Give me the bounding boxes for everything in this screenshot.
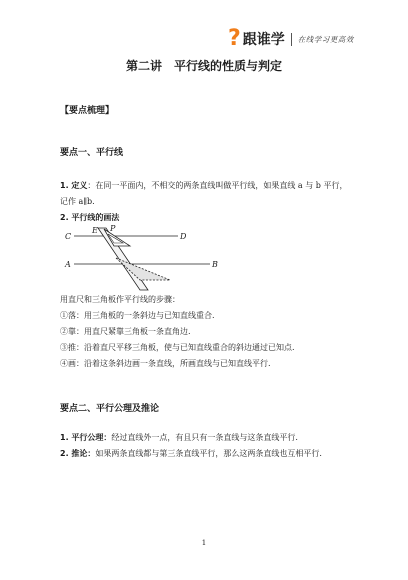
label-c: C xyxy=(65,232,72,241)
definition-text: ：在同一平面内，不相交的两条直线叫做平行线，如果直线 a 与 b 平行， xyxy=(87,181,348,190)
label-e: E xyxy=(92,226,98,235)
steps-intro: 用直尺和三角板作平行线的步骤： xyxy=(60,295,180,304)
corollary-line xyxy=(60,448,322,459)
drawing-heading: 2. 平行线的画法 xyxy=(60,213,120,222)
label-b: B xyxy=(212,260,218,269)
definition-label: 1. 定义 xyxy=(60,181,88,190)
logo-name: 跟谁学 xyxy=(242,32,285,48)
logo-question-icon: ? xyxy=(228,26,241,51)
page-title: 第二讲 平行线的性质与判定 xyxy=(125,59,282,73)
definition-note: 记作 a∥b. xyxy=(60,197,95,206)
axiom-line xyxy=(60,432,298,443)
corollary-text: 如果两条直线都与第三条直线平行，那么这两条直线也互相平行. xyxy=(95,449,322,458)
step-2: ②靠：用直尺紧靠三角板一条直角边. xyxy=(60,327,191,336)
label-d: D xyxy=(180,232,187,241)
step-1: ①落：用三角板的一条斜边与已知直线重合. xyxy=(60,311,215,320)
label-p: P xyxy=(110,224,116,233)
logo-divider xyxy=(291,33,292,46)
step-3: ③推：沿着直尺平移三角板，使与已知直线重合的斜边通过已知点. xyxy=(60,343,295,352)
label-a: A xyxy=(65,260,71,269)
logo-slogan: 在线学习更高效 xyxy=(297,34,354,44)
ruler-shape xyxy=(98,228,148,290)
summary-heading: 【要点梳理】 xyxy=(60,106,115,116)
definition-line xyxy=(60,180,347,191)
axiom-text: 经过直线外一点，有且只有一条直线与这条直线平行. xyxy=(111,433,298,442)
point1-heading: 要点一、平行线 xyxy=(60,148,124,158)
triangle-bottom xyxy=(116,258,170,280)
brand-logo xyxy=(228,28,354,50)
corollary-label: 2. 推论： xyxy=(60,449,96,458)
step-4: ④画：沿着这条斜边画一条直线，所画直线与已知直线平行. xyxy=(60,359,271,368)
page-number: 1 xyxy=(201,539,207,547)
parallel-drawing-figure xyxy=(60,222,220,292)
axiom-label: 1. 平行公理： xyxy=(60,433,112,442)
point2-heading: 要点二、平行公理及推论 xyxy=(60,404,160,414)
